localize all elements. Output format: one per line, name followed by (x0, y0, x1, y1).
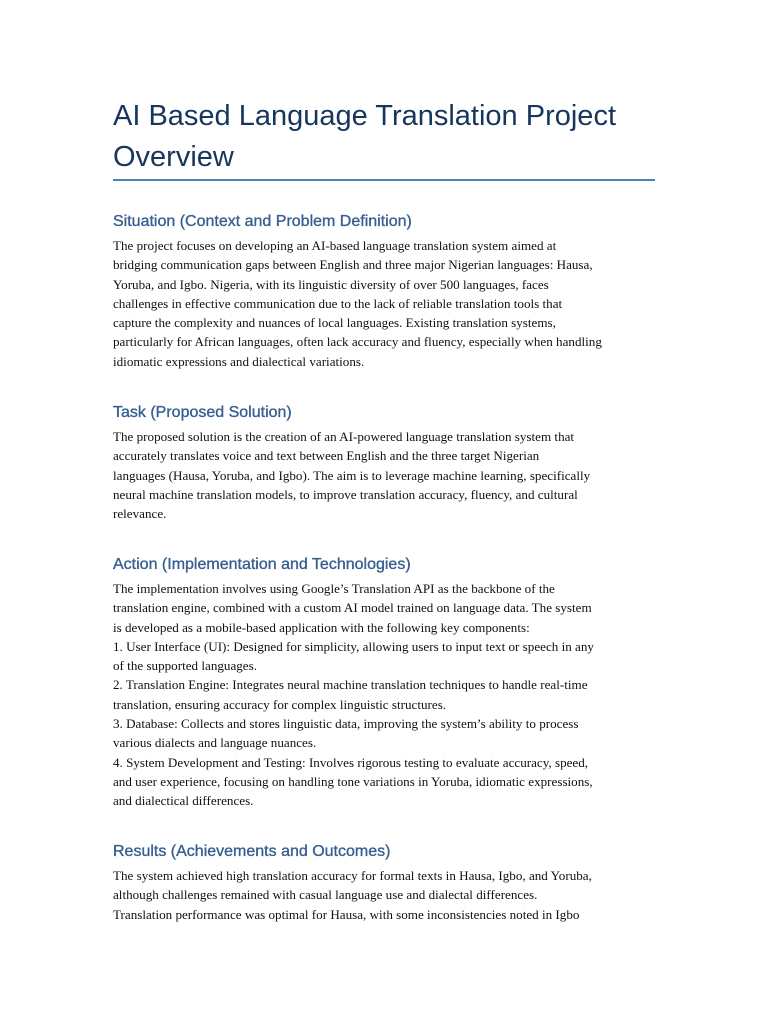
body-line: capture the complexity and nuances of local languages. Existing translation systems, (113, 315, 556, 331)
body-line: of the supported languages. (113, 658, 257, 674)
section-heading: Results (Achievements and Outcomes) (113, 843, 391, 860)
body-line: challenges in effective communication due to the lack of reliable translation tools that (113, 295, 563, 311)
body-line: accurately translates voice and text between English and the three target Nigerian (113, 448, 540, 464)
body-line: is developed as a mobile-based application with the following key components: (113, 619, 530, 635)
body-line: 3. Database: Collects and stores linguistic data, improving the system’s ability to process (113, 716, 579, 732)
body-line: bridging communication gaps between English and three major Nigerian languages: Hausa, (113, 257, 593, 273)
section-task (113, 402, 658, 523)
section-body (113, 236, 658, 371)
document-title (113, 96, 658, 177)
section-body (113, 866, 658, 924)
body-line: although challenges remained with casual language use and dialectal differences. (113, 887, 538, 903)
section-heading: Task (Proposed Solution) (113, 404, 292, 421)
document-title-line-1: AI Based Language Translation Project (113, 100, 616, 132)
body-line: The implementation involves using Google’s Translation API as the backbone of the (113, 581, 555, 596)
body-line: translation engine, combined with a custom AI model trained on language data. The system (113, 600, 592, 616)
body-line: relevance. (113, 506, 167, 522)
section-heading: Action (Implementation and Technologies) (113, 556, 411, 573)
body-line: The project focuses on developing an AI-based language translation system aimed at (113, 238, 557, 253)
title-divider (113, 179, 655, 181)
section-situation (113, 211, 658, 371)
body-line: The system achieved high translation accuracy for formal texts in Hausa, Igbo, and Yoruba, (113, 868, 592, 883)
body-line: idiomatic expressions and dialectical variations. (113, 353, 365, 369)
body-line: various dialects and language nuances. (113, 735, 317, 751)
body-line: Yoruba, and Igbo. Nigeria, with its linguistic diversity of over 500 languages, faces (113, 276, 549, 292)
body-line: particularly for African languages, often lack accuracy and fluency, especially when handling (113, 334, 602, 350)
section-action (113, 554, 658, 811)
body-line: The proposed solution is the creation of an AI-powered language translation system that (113, 429, 575, 444)
body-line: 4. System Development and Testing: Involves rigorous testing to evaluate accuracy, speed, (113, 754, 589, 770)
body-line: and dialectical differences. (113, 793, 254, 809)
body-line: languages (Hausa, Yoruba, and Igbo). The aim is to leverage machine learning, specifically (113, 467, 591, 483)
body-line: Translation performance was optimal for Hausa, with some inconsistencies noted in Igbo (113, 906, 580, 922)
section-body (113, 427, 658, 523)
section-results (113, 841, 658, 924)
section-body (113, 579, 658, 811)
body-line: 1. User Interface (UI): Designed for simplicity, allowing users to input text or speech in any (113, 638, 594, 654)
body-line: neural machine translation models, to improve translation accuracy, fluency, and cultural (113, 486, 578, 502)
section-heading: Situation (Context and Problem Definition) (113, 213, 412, 230)
body-line: translation, ensuring accuracy for complex linguistic structures. (113, 696, 447, 712)
document-title-line-2: Overview (113, 140, 234, 173)
body-line: and user experience, focusing on handling tone variations in Yoruba, idiomatic expressions, (113, 773, 593, 789)
body-line: 2. Translation Engine: Integrates neural machine translation techniques to handle real-time (113, 677, 588, 693)
